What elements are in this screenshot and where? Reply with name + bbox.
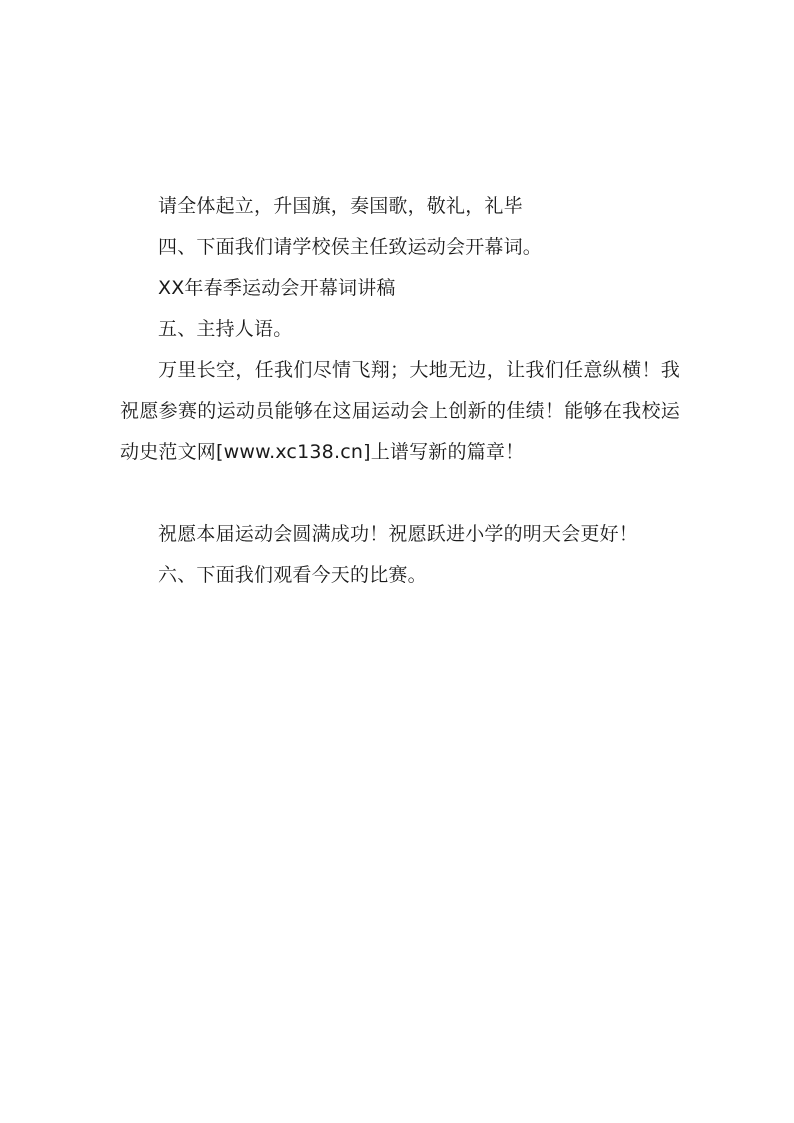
paragraph-wishes: 祝愿本届运动会圆满成功！祝愿跃进小学的明天会更好！	[158, 523, 639, 545]
paragraph-section-six: 六、下面我们观看今天的比赛。	[158, 564, 427, 586]
paragraph-speech-title: XX年春季运动会开幕词讲稿	[158, 277, 396, 299]
blank-line	[120, 473, 680, 514]
paragraph-section-five: 五、主持人语。	[158, 318, 293, 340]
paragraph-section-four: 四、下面我们请学校侯主任致运动会开幕词。	[158, 236, 543, 258]
document-body	[120, 186, 680, 596]
paragraph-rise-for-flag: 请全体起立，升国旗，奏国歌，敬礼，礼毕	[158, 195, 523, 217]
paragraph-host-words: 万里长空，任我们尽情飞翔；大地无边，让我们任意纵横！我祝愿参赛的运动员能够在这届运动会上创新的佳绩！能够在我校运动史范文网[www.xc138.cn]上谱写新的篇章！	[120, 359, 680, 463]
